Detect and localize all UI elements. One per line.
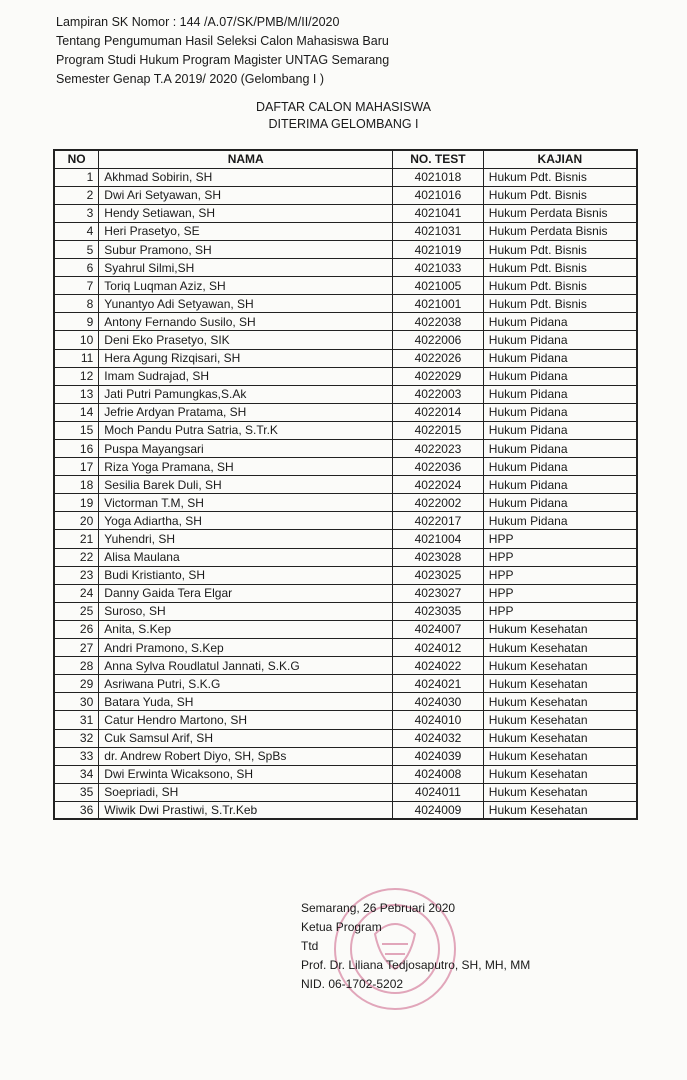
row-kajian: Hukum Kesehatan [483, 657, 637, 675]
row-kajian: Hukum Kesehatan [483, 783, 637, 801]
table-row [54, 530, 637, 548]
row-no: 19 [54, 494, 99, 512]
table-row [54, 711, 637, 729]
table-row [54, 349, 637, 367]
row-no-test: 4022003 [393, 385, 484, 403]
row-no: 31 [54, 711, 99, 729]
row-nama: Subur Pramono, SH [99, 240, 393, 258]
row-no: 22 [54, 548, 99, 566]
row-no: 4 [54, 222, 99, 240]
header-line-1: Lampiran SK Nomor : 144 /A.07/SK/PMB/M/II/2020 [56, 15, 340, 29]
row-no: 24 [54, 584, 99, 602]
table-row [54, 512, 637, 530]
row-kajian: Hukum Pidana [483, 458, 637, 476]
row-no-test: 4024021 [393, 675, 484, 693]
row-no: 34 [54, 765, 99, 783]
row-nama: Toriq Luqman Aziz, SH [99, 277, 393, 295]
row-no-test: 4023035 [393, 602, 484, 620]
header-nama: NAMA [99, 150, 393, 168]
place-date: Semarang, 26 Pebruari 2020 [301, 901, 456, 915]
row-nama: Cuk Samsul Arif, SH [99, 729, 393, 747]
row-nama: Anna Sylva Roudlatul Jannati, S.K.G [99, 657, 393, 675]
row-no: 11 [54, 349, 99, 367]
row-no-test: 4022038 [393, 313, 484, 331]
table-row [54, 801, 637, 819]
row-no: 13 [54, 385, 99, 403]
row-no: 16 [54, 440, 99, 458]
table-row [54, 657, 637, 675]
row-no-test: 4021031 [393, 222, 484, 240]
row-kajian: Hukum Pidana [483, 331, 637, 349]
row-kajian: Hukum Pidana [483, 385, 637, 403]
table-row [54, 440, 637, 458]
row-kajian: Hukum Pdt. Bisnis [483, 259, 637, 277]
row-no-test: 4022026 [393, 349, 484, 367]
row-no: 5 [54, 240, 99, 258]
row-nama: Danny Gaida Tera Elgar [99, 584, 393, 602]
row-nama: Alisa Maulana [99, 548, 393, 566]
row-no: 7 [54, 277, 99, 295]
row-nama: Batara Yuda, SH [99, 693, 393, 711]
signer-nid: NID. 06-1702-5202 [301, 977, 404, 991]
row-nama: Heri Prasetyo, SE [99, 222, 393, 240]
table-header-row [54, 150, 637, 168]
row-nama: Jati Putri Pamungkas,S.Ak [99, 385, 393, 403]
row-no-test: 4024032 [393, 729, 484, 747]
row-nama: Victorman T.M, SH [99, 494, 393, 512]
document-title [0, 99, 687, 133]
row-no-test: 4024039 [393, 747, 484, 765]
table-row [54, 494, 637, 512]
header-no-test: NO. TEST [393, 150, 484, 168]
table-row [54, 639, 637, 657]
row-no: 20 [54, 512, 99, 530]
row-kajian: Hukum Pdt. Bisnis [483, 186, 637, 204]
header-kajian: KAJIAN [483, 150, 637, 168]
table-row [54, 693, 637, 711]
row-no-test: 4021001 [393, 295, 484, 313]
row-nama: Andri Pramono, S.Kep [99, 639, 393, 657]
table-row [54, 186, 637, 204]
row-no: 21 [54, 530, 99, 548]
row-kajian: Hukum Perdata Bisnis [483, 204, 637, 222]
row-nama: Akhmad Sobirin, SH [99, 168, 393, 186]
row-nama: Puspa Mayangsari [99, 440, 393, 458]
row-no: 17 [54, 458, 99, 476]
row-kajian: Hukum Kesehatan [483, 639, 637, 657]
row-nama: Anita, S.Kep [99, 620, 393, 638]
table-row [54, 367, 637, 385]
row-nama: dr. Andrew Robert Diyo, SH, SpBs [99, 747, 393, 765]
row-no-test: 4021041 [393, 204, 484, 222]
row-kajian: HPP [483, 566, 637, 584]
row-no: 32 [54, 729, 99, 747]
table-row [54, 259, 637, 277]
header-no: NO [54, 150, 99, 168]
row-no: 23 [54, 566, 99, 584]
table-row [54, 204, 637, 222]
row-kajian: Hukum Pdt. Bisnis [483, 240, 637, 258]
row-no-test: 4022002 [393, 494, 484, 512]
table-row [54, 385, 637, 403]
table-row [54, 620, 637, 638]
row-nama: Syahrul Silmi,SH [99, 259, 393, 277]
row-no-test: 4024010 [393, 711, 484, 729]
row-kajian: HPP [483, 584, 637, 602]
row-nama: Yoga Adiartha, SH [99, 512, 393, 530]
row-kajian: HPP [483, 548, 637, 566]
row-kajian: Hukum Kesehatan [483, 693, 637, 711]
row-kajian: Hukum Pidana [483, 367, 637, 385]
row-nama: Yunantyo Adi Setyawan, SH [99, 295, 393, 313]
row-kajian: Hukum Pidana [483, 494, 637, 512]
table-row [54, 421, 637, 439]
table-row [54, 458, 637, 476]
row-no-test: 4021004 [393, 530, 484, 548]
row-kajian: Hukum Kesehatan [483, 675, 637, 693]
row-no: 1 [54, 168, 99, 186]
candidate-table [53, 149, 638, 820]
row-nama: Suroso, SH [99, 602, 393, 620]
row-kajian: Hukum Pidana [483, 313, 637, 331]
row-no: 14 [54, 403, 99, 421]
row-kajian: Hukum Pidana [483, 440, 637, 458]
row-no-test: 4024012 [393, 639, 484, 657]
row-no: 18 [54, 476, 99, 494]
row-nama: Yuhendri, SH [99, 530, 393, 548]
table-row [54, 548, 637, 566]
row-kajian: HPP [483, 602, 637, 620]
signature-block [301, 899, 530, 994]
row-no: 29 [54, 675, 99, 693]
header-line-2: Tentang Pengumuman Hasil Seleksi Calon Mahasiswa Baru [56, 34, 389, 48]
row-no: 15 [54, 421, 99, 439]
signature-ttd: Ttd [301, 939, 319, 953]
row-nama: Hera Agung Rizqisari, SH [99, 349, 393, 367]
table-row [54, 729, 637, 747]
row-nama: Wiwik Dwi Prastiwi, S.Tr.Keb [99, 801, 393, 819]
row-no: 6 [54, 259, 99, 277]
row-no-test: 4021016 [393, 186, 484, 204]
row-no-test: 4022036 [393, 458, 484, 476]
row-no: 25 [54, 602, 99, 620]
row-nama: Budi Kristianto, SH [99, 566, 393, 584]
row-kajian: Hukum Pdt. Bisnis [483, 168, 637, 186]
row-kajian: HPP [483, 530, 637, 548]
row-no: 26 [54, 620, 99, 638]
row-no-test: 4024009 [393, 801, 484, 819]
row-kajian: Hukum Kesehatan [483, 711, 637, 729]
row-no-test: 4024030 [393, 693, 484, 711]
row-nama: Hendy Setiawan, SH [99, 204, 393, 222]
table-row [54, 403, 637, 421]
table-row [54, 240, 637, 258]
table-row [54, 222, 637, 240]
row-kajian: Hukum Kesehatan [483, 729, 637, 747]
row-no: 28 [54, 657, 99, 675]
row-no-test: 4021018 [393, 168, 484, 186]
row-no: 36 [54, 801, 99, 819]
row-no: 30 [54, 693, 99, 711]
row-kajian: Hukum Pidana [483, 403, 637, 421]
row-no-test: 4024011 [393, 783, 484, 801]
row-kajian: Hukum Pdt. Bisnis [483, 295, 637, 313]
table-row [54, 168, 637, 186]
row-no-test: 4023027 [393, 584, 484, 602]
row-kajian: Hukum Perdata Bisnis [483, 222, 637, 240]
document-header [56, 13, 389, 89]
row-no-test: 4023028 [393, 548, 484, 566]
row-kajian: Hukum Kesehatan [483, 801, 637, 819]
row-nama: Sesilia Barek Duli, SH [99, 476, 393, 494]
row-no-test: 4021019 [393, 240, 484, 258]
row-no-test: 4024008 [393, 765, 484, 783]
header-line-4: Semester Genap T.A 2019/ 2020 (Gelombang I ) [56, 72, 324, 86]
table-row [54, 783, 637, 801]
row-nama: Deni Eko Prasetyo, SIK [99, 331, 393, 349]
row-no-test: 4022024 [393, 476, 484, 494]
table-row [54, 277, 637, 295]
row-no: 2 [54, 186, 99, 204]
row-kajian: Hukum Pidana [483, 349, 637, 367]
row-no-test: 4024007 [393, 620, 484, 638]
row-kajian: Hukum Kesehatan [483, 747, 637, 765]
row-nama: Asriwana Putri, S.K.G [99, 675, 393, 693]
row-no: 10 [54, 331, 99, 349]
row-nama: Moch Pandu Putra Satria, S.Tr.K [99, 421, 393, 439]
row-kajian: Hukum Pidana [483, 421, 637, 439]
row-no: 27 [54, 639, 99, 657]
title-line-1: DAFTAR CALON MAHASISWA [255, 100, 432, 114]
row-kajian: Hukum Kesehatan [483, 765, 637, 783]
row-nama: Antony Fernando Susilo, SH [99, 313, 393, 331]
row-no-test: 4024022 [393, 657, 484, 675]
table-row [54, 747, 637, 765]
row-kajian: Hukum Pdt. Bisnis [483, 277, 637, 295]
table-row [54, 331, 637, 349]
table-row [54, 602, 637, 620]
row-nama: Dwi Ari Setyawan, SH [99, 186, 393, 204]
row-kajian: Hukum Pidana [483, 476, 637, 494]
table-row [54, 566, 637, 584]
signer-name: Prof. Dr. Liliana Tedjosaputro, SH, MH, MM [301, 958, 531, 972]
row-nama: Catur Hendro Martono, SH [99, 711, 393, 729]
row-no-test: 4022006 [393, 331, 484, 349]
row-no-test: 4022029 [393, 367, 484, 385]
row-no-test: 4023025 [393, 566, 484, 584]
row-nama: Jefrie Ardyan Pratama, SH [99, 403, 393, 421]
row-no-test: 4021005 [393, 277, 484, 295]
row-no-test: 4021033 [393, 259, 484, 277]
title-line-2: DITERIMA GELOMBANG I [268, 117, 419, 131]
row-no: 33 [54, 747, 99, 765]
row-no: 12 [54, 367, 99, 385]
row-nama: Soepriadi, SH [99, 783, 393, 801]
row-nama: Dwi Erwinta Wicaksono, SH [99, 765, 393, 783]
row-no-test: 4022015 [393, 421, 484, 439]
table-row [54, 765, 637, 783]
row-kajian: Hukum Pidana [483, 512, 637, 530]
row-kajian: Hukum Kesehatan [483, 620, 637, 638]
row-no: 35 [54, 783, 99, 801]
signer-position: Ketua Program [301, 920, 382, 934]
row-nama: Riza Yoga Pramana, SH [99, 458, 393, 476]
table-row [54, 313, 637, 331]
row-no: 8 [54, 295, 99, 313]
table-row [54, 584, 637, 602]
row-no-test: 4022017 [393, 512, 484, 530]
row-no: 3 [54, 204, 99, 222]
table-row [54, 295, 637, 313]
table-row [54, 476, 637, 494]
row-no-test: 4022014 [393, 403, 484, 421]
row-no: 9 [54, 313, 99, 331]
row-no-test: 4022023 [393, 440, 484, 458]
table-row [54, 675, 637, 693]
row-nama: Imam Sudrajad, SH [99, 367, 393, 385]
header-line-3: Program Studi Hukum Program Magister UNTAG Semarang [56, 53, 390, 67]
